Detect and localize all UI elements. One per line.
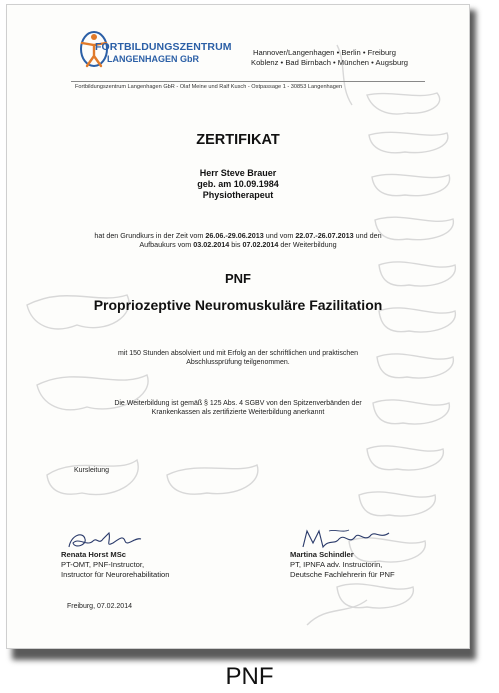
certificate-page <box>6 4 470 649</box>
logo-line2: LANGENHAGEN GbR <box>107 54 199 64</box>
place-date: Freiburg, 07.02.2014 <box>67 603 132 610</box>
recipient-birthdate: geb. am 10.09.1984 <box>197 179 279 189</box>
signer-right-role1: PT, IPNFA adv. Instructorin, <box>290 560 383 569</box>
recipient-profession: Physiotherapeut <box>202 190 274 200</box>
locations-line2: Koblenz • Bad Birnbach • München • Augsburg <box>251 58 408 67</box>
image-caption: PNF <box>225 663 274 690</box>
course-text-line1: hat den Grundkurs in der Zeit vom 26.06.-29.06.2013 und vom 22.07.-26.07.2013 und den <box>94 231 382 240</box>
signer-right-role2: Deutsche Fachlehrerin für PNF <box>290 570 395 579</box>
signer-left-role1: PT-OMT, PNF-Instructor, <box>61 560 145 569</box>
hours-line1: mit 150 Stunden absolviert und mit Erfolg an der schriftlichen und praktischen <box>117 350 359 357</box>
course-text-line2: Aufbaukurs vom 03.02.2014 bis 07.02.2014 der Weiterbildung <box>139 240 337 249</box>
legal-line2: Krankenkassen als zertifizierte Weiterbildung anerkannt <box>151 409 325 416</box>
subject-long: Propriozeptive Neuromuskuläre Fazilitation <box>93 297 383 313</box>
address-line: Fortbildungszentrum Langenhagen GbR - Olaf Meine und Ralf Kusch - Ostpassage 1 - 30853 Langenhagen <box>75 84 343 90</box>
logo-line1: FORTBILDUNGSZENTRUM <box>95 41 232 53</box>
locations-line1: Hannover/Langenhagen • Berlin • Freiburg <box>253 48 396 57</box>
recipient-name: Herr Steve Brauer <box>199 168 277 178</box>
hours-line2: Abschlussprüfung teilgenommen. <box>186 359 290 366</box>
course-lead-label: Kursleitung <box>74 467 110 474</box>
header-divider <box>71 81 425 82</box>
signer-left-name: Renata Horst MSc <box>61 550 126 559</box>
certificate-title: ZERTIFIKAT <box>196 132 280 148</box>
subject-short: PNF <box>225 271 251 286</box>
legal-line1: Die Weiterbildung ist gemäß § 125 Abs. 4 SGBV von den Spitzenverbänden der <box>114 400 362 407</box>
signer-right-name: Martina Schindler <box>290 550 354 559</box>
signer-left-role2: Instructor für Neurorehabilitation <box>61 570 170 579</box>
